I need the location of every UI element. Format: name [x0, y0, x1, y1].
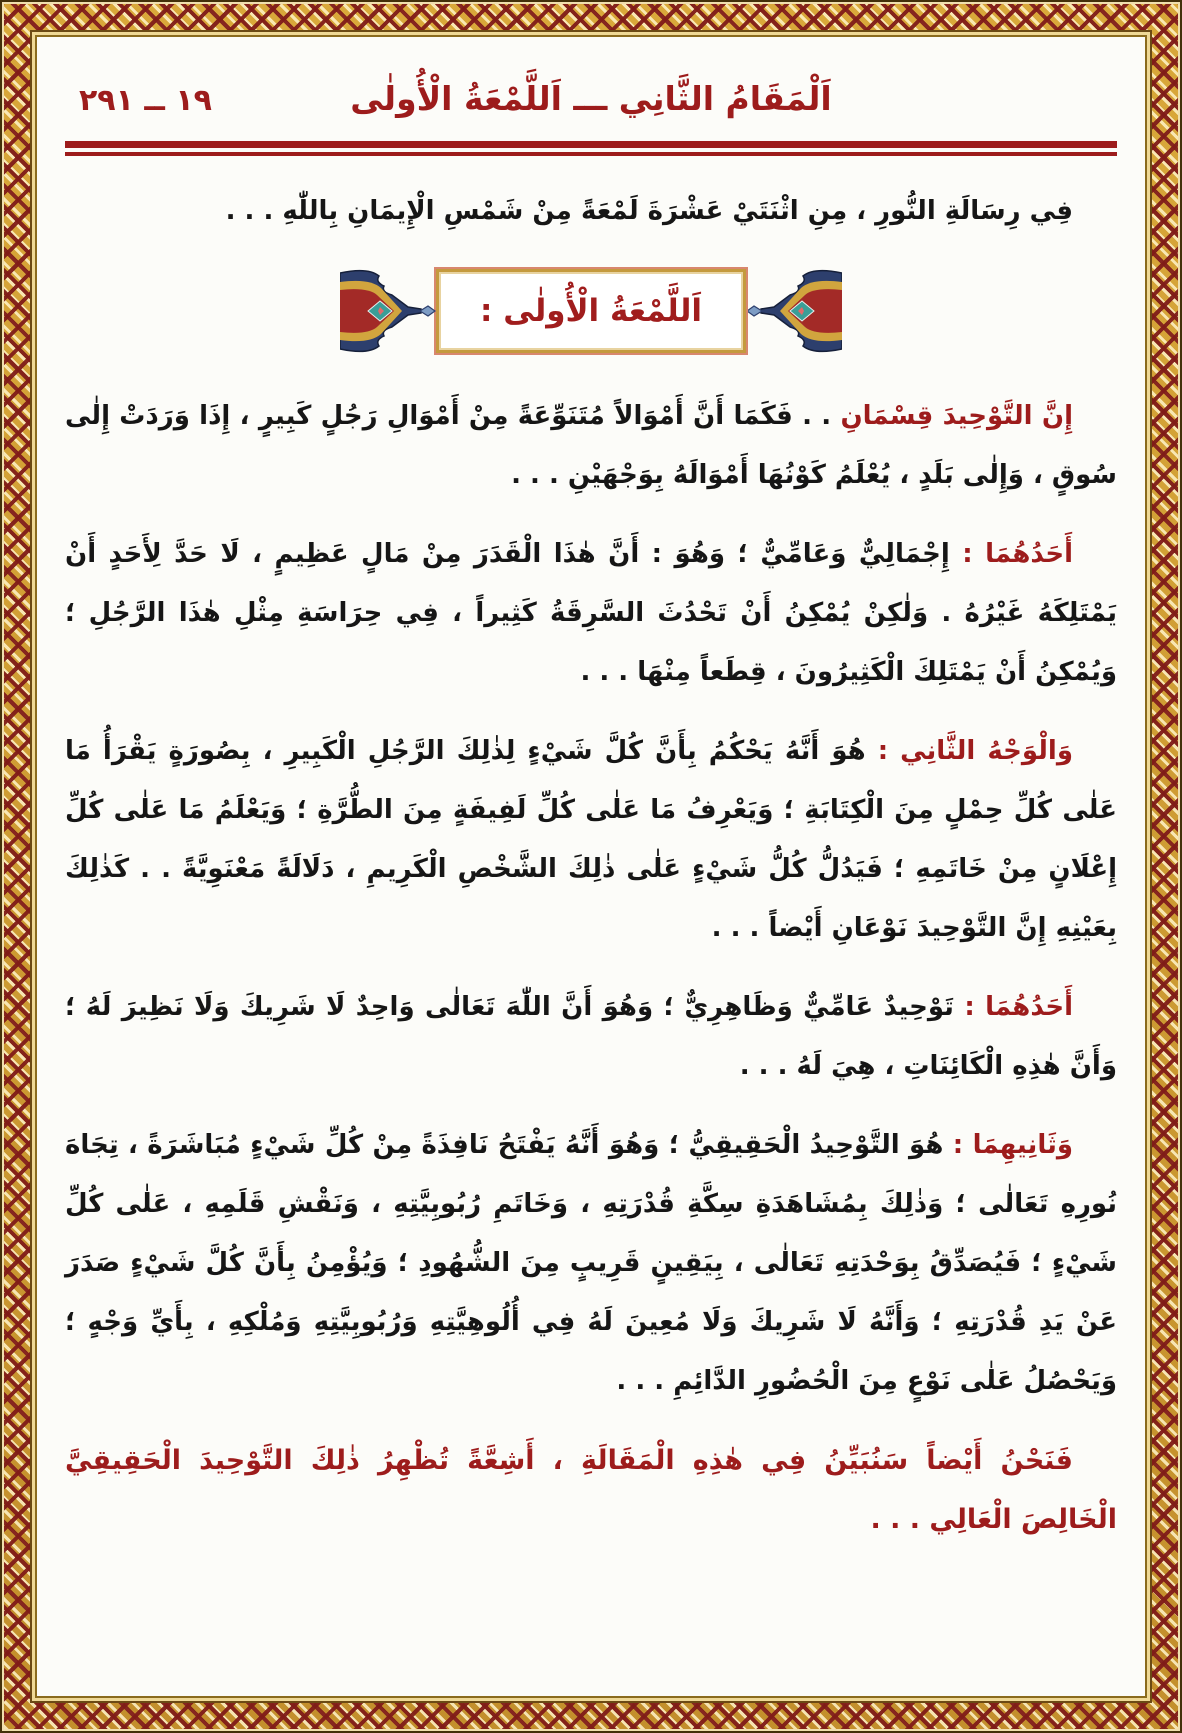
paragraph-lead: وَثَانِيهِمَا :: [952, 1130, 1073, 1160]
intro-paragraph: فِي رِسَالَةِ النُّورِ ، مِنِ اثْنَتَيْ عَشْرَةَ لَمْعَةً مِنْ شَمْسِ الْإِيمَانِ بِاللّٰهِ . . .: [225, 196, 1073, 226]
paragraph-text: إِجْمَالِيٌّ وَعَامِّيٌّ ؛ وَهُوَ : أَنَّ هٰذَا الْقَدَرَ مِنْ مَالٍ عَظِيمٍ ، لَا حَدَّ لِأَحَدٍ أَنْ يَمْتَلِكَهُ غَيْرُهُ . وَلٰكِنْ يُمْكِنُ أَنْ تَحْدُثَ السَّرِقَةُ كَثِيراً ، فِي حِرَاسَةِ مِثْلِ هٰذَا الرَّجُلِ ؛ وَيُمْكِنُ أَنْ يَمْتَلِكَ الْكَثِيرُونَ ، قِطَعاً مِنْهَا . . .: [65, 539, 1117, 687]
closing-paragraph: فَنَحْنُ أَيْضاً سَنُبَيِّنُ فِي هٰذِهِ الْمَقَالَةِ ، أَشِعَّةً تُظْهِرُ ذٰلِكَ التَّوْحِيدَ الْحَقِيقِيَّ الْخَالِصَ الْعَالِي . . .: [65, 1445, 1117, 1535]
section-title: اَللَّمْعَةُ الْأُولٰى :: [480, 293, 702, 329]
header-divider-thin: [65, 152, 1117, 156]
section-title-ornament-box: [65, 261, 1117, 361]
paragraph-lead: أَحَدُهُمَا :: [962, 539, 1074, 569]
page-title: اَلْمَقَامُ الثَّانِي ـــ اَللَّمْعَةُ الْأُولٰى: [350, 79, 832, 118]
paragraph-text: . . فَكَمَا أَنَّ أَمْوَالاً مُتَنَوِّعَةً مِنْ أَمْوَالِ رَجُلٍ كَبِيرٍ ، إِذَا وَرَدَتْ إِلٰى سُوقٍ ، وَإِلٰى بَلَدٍ ، يُعْلَمُ كَوْنُهَا أَمْوَالَهُ بِوَجْهَيْنِ . . .: [65, 401, 1117, 490]
paragraph-common-tawhid: [65, 978, 1117, 1096]
paragraph-first-way: [65, 525, 1117, 702]
paragraph-tawhid-two-kinds: [65, 387, 1117, 505]
paragraph-text: تَوْحِيدٌ عَامِّيٌّ وَظَاهِرِيٌّ ؛ وَهُوَ أَنَّ اللّٰهَ تَعَالٰى وَاحِدٌ لَا شَرِيكَ وَلَا نَظِيرَ لَهُ ؛ وَأَنَّ هٰذِهِ الْكَائِنَاتِ ، هِيَ لَهُ . . .: [65, 992, 1117, 1081]
paragraph-true-tawhid: [65, 1116, 1117, 1411]
paragraph-text: هُوَ أَنَّهُ يَحْكُمُ بِأَنَّ كُلَّ شَيْءٍ لِذٰلِكَ الرَّجُلِ الْكَبِيرِ ، بِصُورَةٍ يَقْرَأُ مَا عَلٰى كُلِّ حِمْلٍ مِنَ الْكِتَابَةِ ؛ وَيَعْرِفُ مَا عَلٰى كُلِّ لَفِيفَةٍ مِنَ الطُّرَّةِ ؛ وَيَعْلَمُ مَا عَلٰى كُلِّ إِعْلَانٍ مِنْ خَاتَمِهِ ؛ فَيَدُلُّ كُلُّ شَيْءٍ عَلٰى ذٰلِكَ الشَّخْصِ الْكَرِيمِ ، دَلَالَةً مَعْنَوِيَّةً . . كَذٰلِكَ بِعَيْنِهِ إِنَّ التَّوْحِيدَ نَوْعَانِ أَيْضاً . . .: [65, 736, 1117, 943]
section-title-panel: [436, 269, 746, 353]
paragraph-lead: وَالْوَجْهُ الثَّانِي :: [877, 736, 1074, 766]
page-inner-panel: [35, 35, 1147, 1698]
page-header: [65, 73, 1117, 131]
paragraph-text: هُوَ التَّوْحِيدُ الْحَقِيقِيُّ ؛ وَهُوَ أَنَّهُ يَفْتَحُ نَافِذَةً مِنْ كُلِّ شَيْءٍ مُبَاشَرَةً ، تِجَاهَ نُورِهِ تَعَالٰى ؛ وَذٰلِكَ بِمُشَاهَدَةِ سِكَّةِ قُدْرَتِهِ ، وَخَاتَمِ رُبُوبِيَّتِهِ ، وَنَقْشِ قَلَمِهِ ، عَلٰى كُلِّ شَيْءٍ ؛ فَيُصَدِّقُ بِوَحْدَتِهِ تَعَالٰى ، بِيَقِينٍ قَرِيبٍ مِنَ الشُّهُودِ ؛ وَيُؤْمِنُ بِأَنَّ كُلَّ شَيْءٍ صَدَرَ عَنْ يَدِ قُدْرَتِهِ ؛ وَأَنَّهُ لَا شَرِيكَ وَلَا مُعِينَ لَهُ فِي أُلُوهِيَّتِهِ وَرُبُوبِيَّتِهِ وَمُلْكِهِ ، بِأَيِّ وَجْهٍ ؛ وَيَحْصُلُ عَلٰى نَوْعٍ مِنَ الْحُضُورِ الدَّائِمِ . . .: [65, 1130, 1117, 1396]
ornament-finial-right-icon: [746, 265, 842, 357]
paragraph-lead: أَحَدُهُمَا :: [964, 992, 1073, 1022]
paragraph-lead: إِنَّ التَّوْحِيدَ قِسْمَانِ: [840, 401, 1073, 431]
header-divider-thick: [65, 141, 1117, 148]
page-number: ١٩ ــ ٢٩١: [79, 83, 212, 118]
ornament-finial-left-icon: [340, 265, 436, 357]
paragraph-second-way: [65, 722, 1117, 958]
page-content: [65, 182, 1117, 1549]
